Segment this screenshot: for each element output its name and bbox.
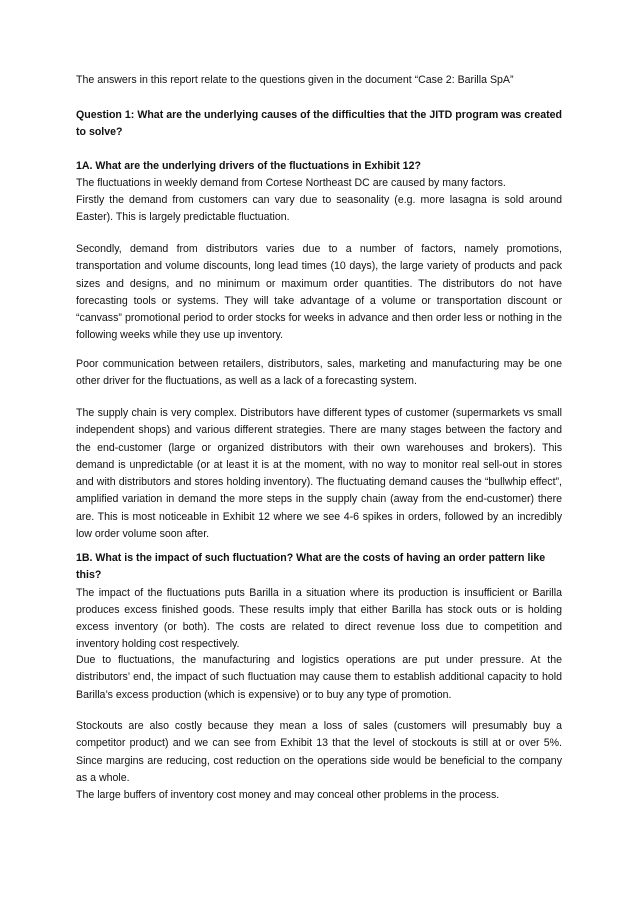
intro-line: The answers in this report relate to the questions given in the document “Case 2: Barilla SpA” [76,74,514,86]
question-1 [76,107,562,142]
section-1a-paragraph: The fluctuations in weekly demand from Cortese Northeast DC are caused by many factors. [76,177,506,190]
question-1-text: Question 1: What are the underlying causes of the difficulties that the JITD program was created to solve? [76,109,562,139]
section-1b-paragraph: The impact of the fluctuations puts Barilla in a situation where its production is insufficient or Barilla produces excess finished goods. These results imply that either Barilla has stock outs or is holding excess inventory (or both). The costs are related to direct revenue loss due to competition and inventory holding cost respectively. [76,586,562,651]
section-1a-p4 [76,356,562,391]
section-1b-paragraph: The large buffers of inventory cost money and may conceal other problems in the process. [76,789,500,802]
section-1a-heading: 1A. What are the underlying drivers of the fluctuations in Exhibit 12? [76,160,421,172]
section-1a-p5 [76,405,562,543]
section-1a-paragraph: Secondly, demand from distributors varies due to a number of factors, namely promotions, transportation and volume discounts, long lead times (10 days), the large variety of products and pack sizes and designs, and no minimum or maximum order quantities. The distributors do not have forecasting tools or systems. They will take advantage of a volume or transportation discount or “canvass” promotional period to order stocks for weeks in advance and then order less or nothing in the following weeks while they use up inventory. [76,243,562,342]
section-1b-paragraph: Stockouts are also costly because they mean a loss of sales (customers will presumably buy a competitor product) and we can see from Exhibit 13 that the level of stockouts is still at or over 5%. Since margins are reducing, cost reduction on the operations side would be beneficial to the company as a whole. [76,720,562,784]
section-1b-p2 [76,652,562,704]
section-1a-p2 [76,192,562,227]
section-1b [76,550,562,654]
section-1a-paragraph: Poor communication between retailers, distributors, sales, marketing and manufacturing may be one other driver for the fluctuations, as well as a lack of a forecasting system. [76,358,562,388]
section-1a-paragraph: The supply chain is very complex. Distributors have different types of customer (supermarkets vs small independent shops) and various different strategies. There are many stages between the factory and the end-customer (large or organized distributors with their own warehouses and brokers). This demand is unpredictable (or at least it is at the moment, with no way to monitor real sell-out in stores and with distributors and stores holding inventory). The fluctuating demand causes the “bullwhip effect”, amplified variation in demand the more steps in the supply chain (away from the end-customer) there are. This is most noticeable in Exhibit 12 where we see 4-6 spikes in orders, followed by an incredibly low order volume soon after. [76,407,562,541]
section-1a-p3 [76,241,562,345]
intro-text [76,72,562,89]
section-1a [76,158,562,193]
section-1b-paragraph: Due to fluctuations, the manufacturing and logistics operations are put under pressure. At the distributors’ end, the impact of such fluctuation may cause them to establish additional capacity to hold Barilla’s excess production (which is expensive) or to buy any type of promotion. [76,654,562,701]
section-1b-heading: 1B. What is the impact of such fluctuation? What are the costs of having an order pattern like this? [76,552,546,582]
section-1a-paragraph: Firstly the demand from customers can vary due to seasonality (e.g. more lasagna is sold around Easter). This is largely predictable fluctuation. [76,194,562,224]
section-1b-p3 [76,718,562,804]
